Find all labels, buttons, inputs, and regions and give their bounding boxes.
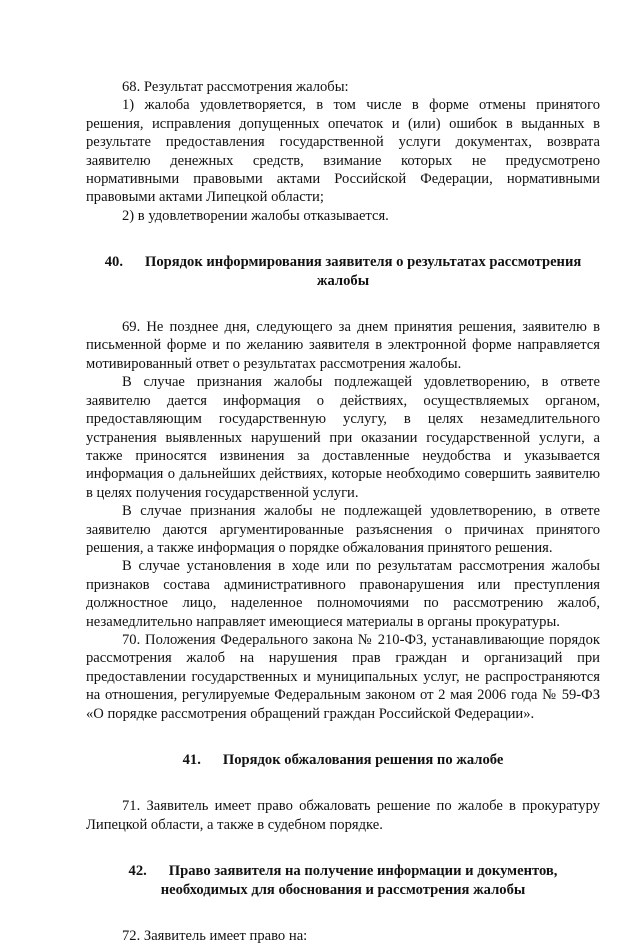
section-42-number: 42. (128, 863, 147, 880)
paragraph-69: 69. Не позднее дня, следующего за днем принятия решения, заявителю в письменной форме и по желанию заявителя в электронной форме направляется мотивированный ответ о результатах рассмотрения жалобы. (86, 319, 600, 372)
paragraph-71: 71. Заявитель имеет право обжаловать решение по жалобе в прокуратуру Липецкой области, а также в судебном порядке. (86, 798, 600, 833)
section-42-heading (86, 862, 600, 899)
section-40-number: 40. (104, 254, 123, 271)
paragraph-70: 70. Положения Федерального закона № 210-ФЗ, устанавливающие порядок рассмотрения жалоб на нарушения прав граждан и организаций при предоставлении государственных и муниципальных услуг, не распространяются на отношения, регулируемые Федеральным законом от 2 мая 2006 года № 59-ФЗ «О порядке рассмотрения обращений граждан Российской Федерации». (86, 631, 600, 722)
paragraph-69-violation: В случае установления в ходе или по результатам рассмотрения жалобы признаков состава административного правонарушения или преступления должностное лицо, наделенное полномочиями по рассмотрению жалоб, незамедлительно направляет имеющиеся материалы в органы прокуратуры. (86, 558, 600, 630)
section-40-title: Порядок информирования заявителя о результатах рассмотрения жалобы (144, 254, 582, 289)
section-42-title: Право заявителя на получение информации и документов, необходимых для обоснования и рассмотрения жалобы (160, 863, 558, 898)
paragraph-68-item-2: 2) в удовлетворении жалобы отказывается. (122, 207, 389, 224)
paragraph-72: 72. Заявитель имеет право на: (122, 928, 308, 945)
paragraph-68-item-1: 1) жалоба удовлетворяется, в том числе в форме отмены принятого решения, исправления допущенных опечаток и (или) ошибок в выданных в результате предоставления государственной услуги документах, возврата заявителю денежных средств, взимание которых не предусмотрено нормативными правовыми актами Российской Федерации, нормативными правовыми актами Липецкой области; (86, 97, 600, 206)
section-41-heading (86, 751, 600, 769)
paragraph-69-approved: В случае признания жалобы подлежащей удовлетворению, в ответе заявителю дается информация о действиях, осуществляемых органом, предоставляющим государственную услугу, в целях незамедлительного устранения выявленных нарушений при оказании государственной услуги, а также приносятся извинения за доставленные неудобства и указывается информация о дальнейших действиях, которые необходимо совершить заявителю в целях получения государственной услуги. (86, 374, 600, 501)
section-41-title: Порядок обжалования решения по жалобе (222, 752, 504, 768)
section-40-heading (86, 253, 600, 290)
paragraph-69-rejected: В случае признания жалобы не подлежащей удовлетворению, в ответе заявителю даются аргументированные разъяснения о причинах принятого решения, а также информация о порядке обжалования принятого решения. (86, 503, 600, 556)
section-41-number: 41. (182, 752, 201, 768)
paragraph-68-heading: 68. Результат рассмотрения жалобы: (122, 79, 349, 95)
